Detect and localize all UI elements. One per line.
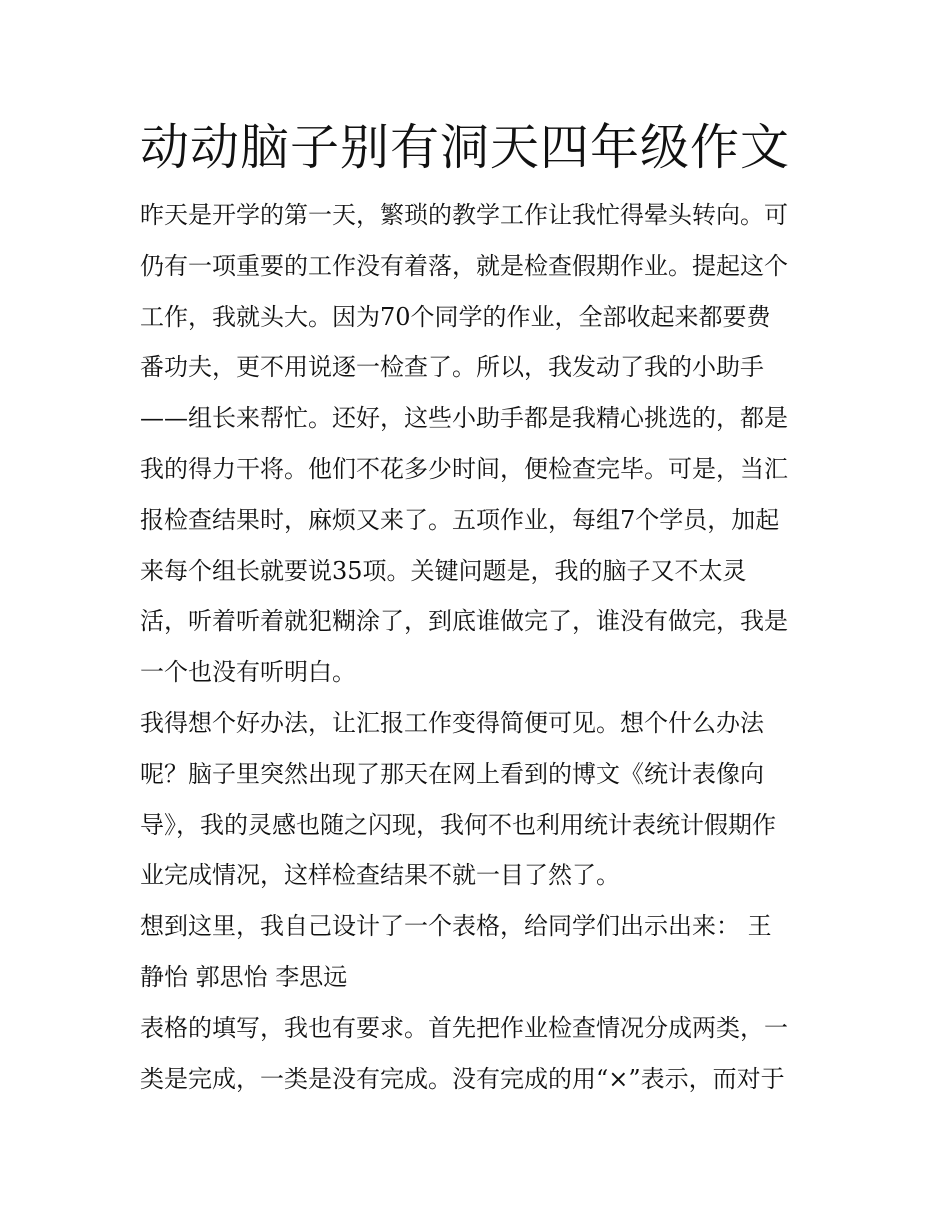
text-line: 昨天是开学的第一天，繁琐的教学工作让我忙得晕头转向。可 (140, 201, 788, 229)
text-line: 来每个组长就要说35项。关键问题是，我的脑子又不太灵 (140, 556, 747, 585)
text-line: 报检查结果时，麻烦又来了。五项作业，每组7个学员，加起 (140, 505, 780, 534)
document-body (140, 190, 812, 1104)
text-line: 仍有一项重要的工作没有着落，就是检查假期作业。提起这个 (140, 251, 788, 280)
text-line: 导》，我的灵感也随之闪现，我何不也利用统计表统计假期作 (140, 810, 776, 839)
text-line: 静怡 郭思怡 李思远 (140, 962, 348, 991)
text-line: 番功夫，更不用说逐一检查了。所以，我发动了我的小助手 (140, 353, 764, 382)
text-line: ——组长来帮忙。还好，这些小助手都是我精心挑选的，都是 (140, 404, 788, 433)
text-line: 我的得力干将。他们不花多少时间，便检查完毕。可是，当汇 (140, 454, 788, 483)
text-line: 工作，我就头大。因为70个同学的作业，全部收起来都要费 (140, 302, 771, 331)
text-line: 呢？脑子里突然出现了那天在网上看到的博文《统计表像向 (140, 759, 764, 788)
text-line: 一个也没有听明白。 (140, 658, 356, 687)
text-line: 业完成情况，这样检查结果不就一目了然了。 (140, 861, 620, 890)
text-line: 我得想个好办法，让汇报工作变得简便可见。想个什么办法 (140, 708, 764, 737)
text-line: 类是完成，一类是没有完成。没有完成的用“×”表示，而对于 (140, 1064, 785, 1093)
document-page (140, 112, 812, 1104)
text-line: 表格的填写，我也有要求。首先把作业检查情况分成两类，一 (140, 1013, 788, 1042)
text-line: 想到这里，我自己设计了一个表格，给同学们出示出来： 王 (140, 912, 772, 941)
document-title: 动动脑子别有洞天四年级作文 (140, 119, 791, 176)
text-line: 活，听着听着就犯糊涂了，到底谁做完了，谁没有做完，我是 (140, 607, 788, 636)
